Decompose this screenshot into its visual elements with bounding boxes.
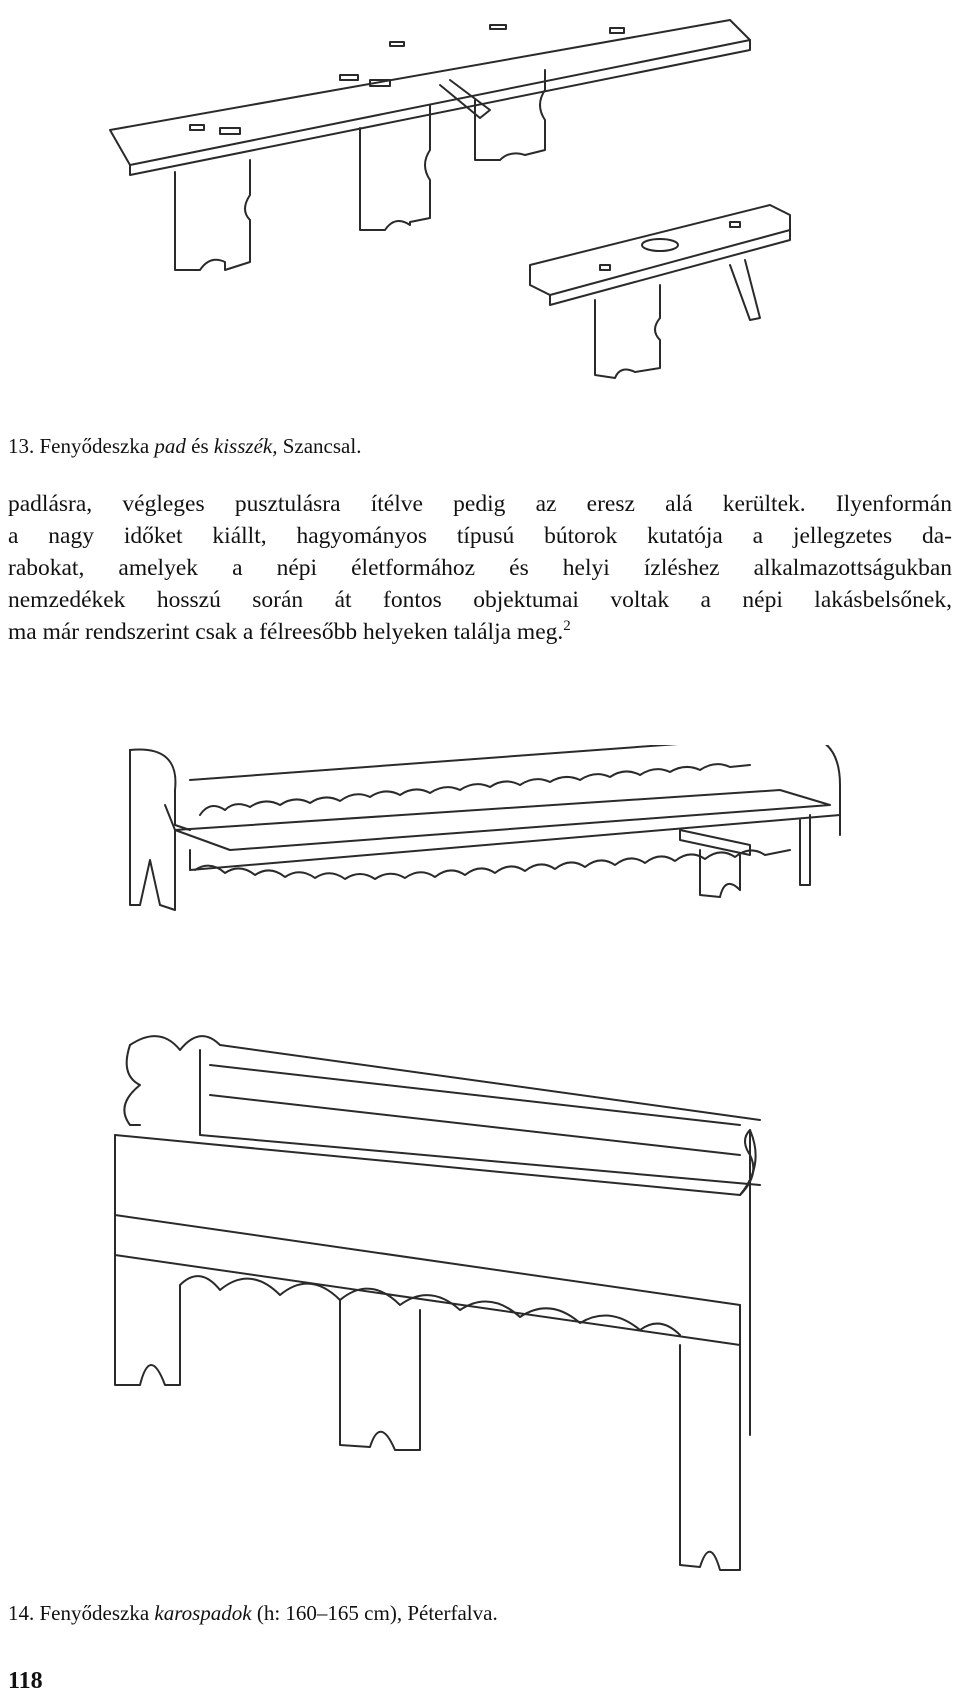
caption-italic-karospadok: karospadok xyxy=(154,1601,252,1625)
caption-text: és xyxy=(185,434,214,458)
caption-italic-kisszek: kisszék, xyxy=(213,434,278,458)
caption-text: 13. Fenyődeszka xyxy=(8,434,155,458)
caption-text: Szancsal. xyxy=(277,434,362,458)
figure-14-caption xyxy=(8,1600,498,1626)
figure-13-caption xyxy=(8,433,361,459)
caption-text: 14. Fenyődeszka xyxy=(8,1601,155,1625)
caption-text: (h: 160–165 cm), Péterfalva. xyxy=(251,1601,498,1625)
page-number: 118 xyxy=(8,1668,43,1694)
paragraph-line: padlásra, végleges pusztulásra ítélve pedig az eresz alá kerültek. Ilyenformán xyxy=(8,491,952,517)
figure-13-drawing xyxy=(90,0,870,430)
small-stool xyxy=(530,205,790,378)
long-bench xyxy=(110,20,750,270)
paragraph-line: nemzedékek hosszú során át fontos objektumai voltak a népi lakásbelsőnek, xyxy=(8,587,952,613)
upper-bench-with-back xyxy=(130,745,840,910)
figure-14-drawing xyxy=(100,745,860,1580)
caption-italic-pad: pad xyxy=(154,434,186,458)
footnote-ref: 2 xyxy=(563,618,571,634)
paragraph-line: rabokat, amelyek a népi életformához és helyi ízléshez alkalmazottságukban xyxy=(8,555,952,581)
body-paragraph xyxy=(8,488,952,648)
paragraph-line-last xyxy=(8,616,952,648)
paragraph-line: a nagy időket kiállt, hagyományos típusú bútorok kutatója a jellegzetes da- xyxy=(8,523,952,549)
lower-bench-with-back xyxy=(115,1036,760,1570)
paragraph-line-text: ma már rendszerint csak a félreesőbb helyeken találja meg. xyxy=(8,619,564,645)
